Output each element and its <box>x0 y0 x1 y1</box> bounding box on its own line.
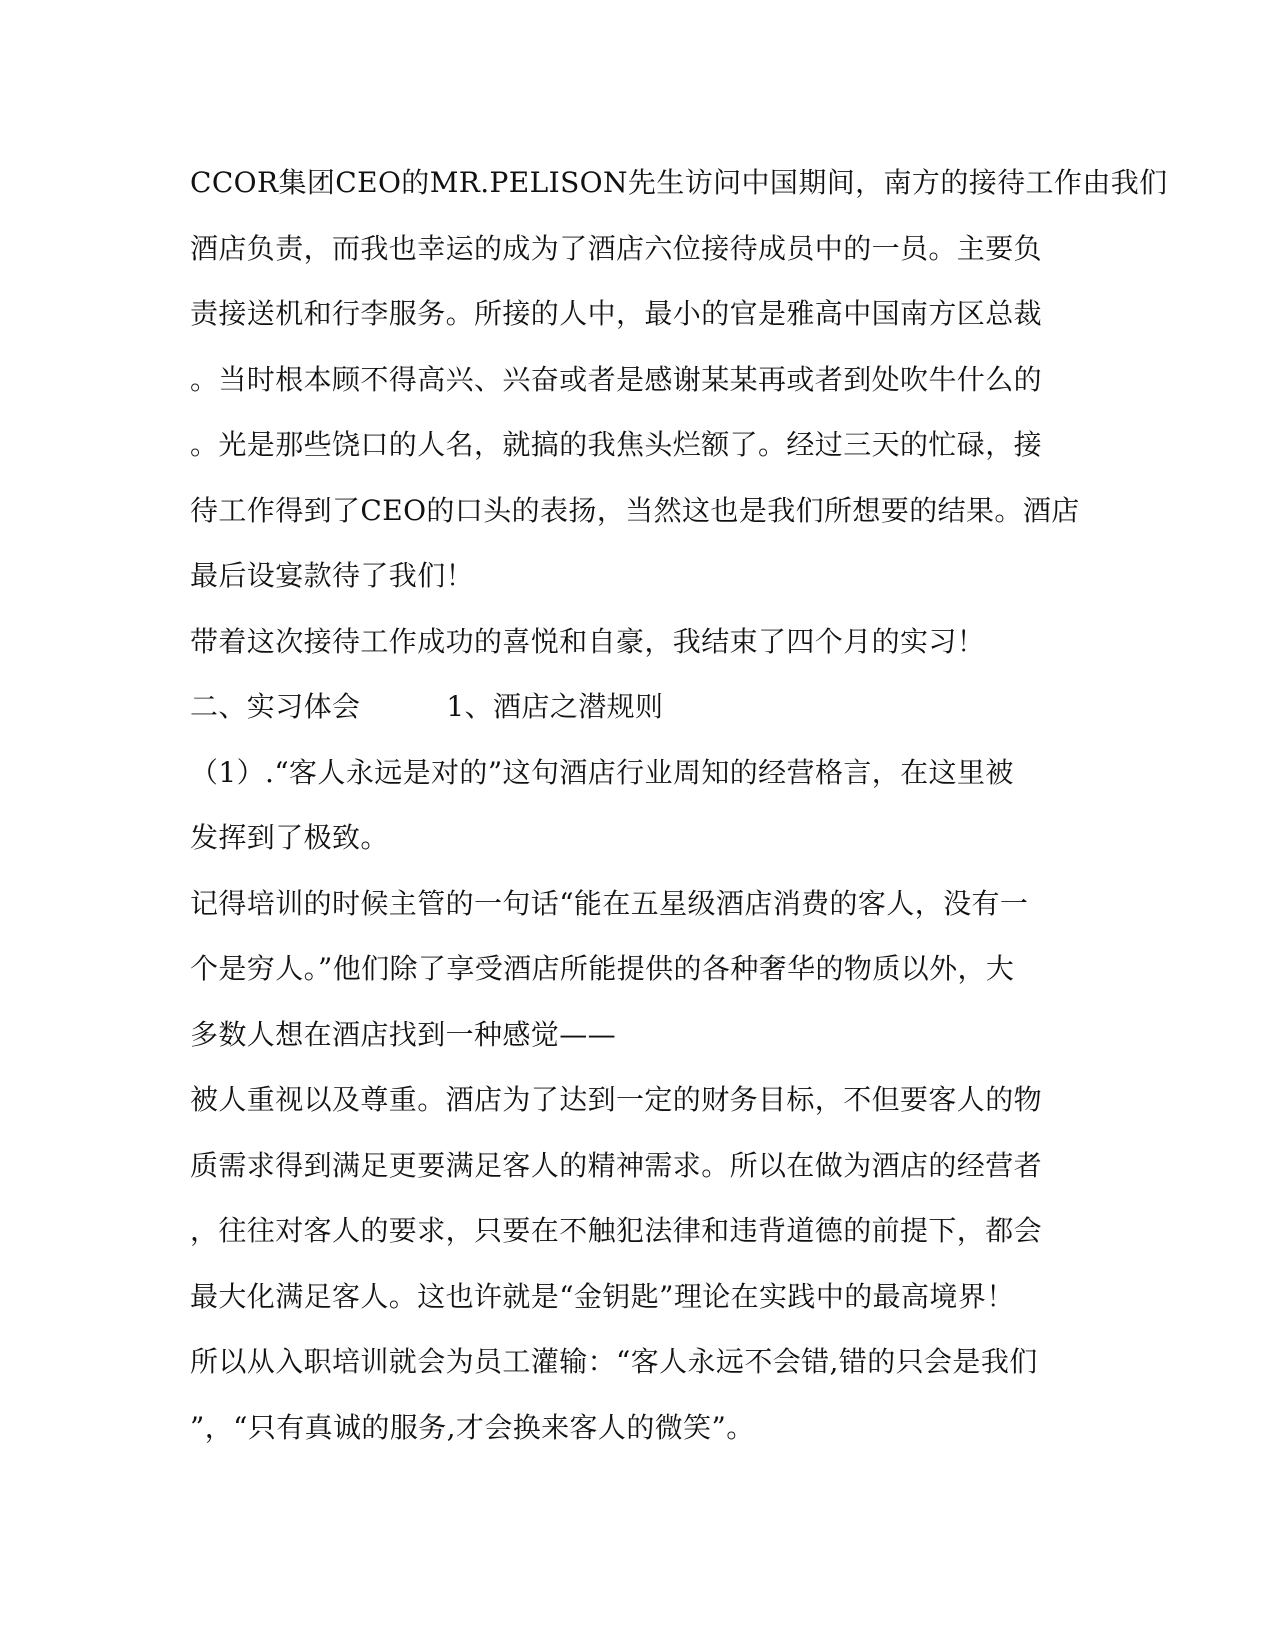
text-line: 记得培训的时候主管的一句话“能在五星级酒店消费的客人，没有一 <box>190 886 1029 920</box>
text-line: ”，“只有真诚的服务,才会换来客人的微笑”。 <box>190 1410 755 1444</box>
text-line: 。光是那些饶口的人名，就搞的我焦头烂额了。经过三天的忙碌，接 <box>190 428 1043 461</box>
text-line: 被人重视以及尊重。酒店为了达到一定的财务目标，不但要客人的物 <box>190 1083 1043 1116</box>
text-line: 责接送机和行李服务。所接的人中，最小的官是雅高中国南方区总裁 <box>190 297 1043 330</box>
text-line: 待工作得到了CEO的口头的表扬，当然这也是我们所想要的结果。酒店 <box>190 493 1080 527</box>
text-line: 最后设宴款待了我们！ <box>190 559 475 592</box>
section-heading-left: 二、实习体会 <box>190 690 361 723</box>
text-line: 最大化满足客人。这也许就是“金钥匙”理论在实践中的最高境界！ <box>190 1279 1015 1313</box>
text-line: 。当时根本顾不得高兴、兴奋或者是感谢某某再或者到处吹牛什么的 <box>190 362 1043 396</box>
text-line: 所以从入职培训就会为员工灌输：“客人永远不会错,错的只会是我们 <box>190 1345 1038 1378</box>
section-heading-right: 1、酒店之潜规则 <box>446 690 664 723</box>
text-line: CCOR集团CEO的MR.PELISON先生访问中国期间，南方的接待工作由我们 <box>190 166 1168 199</box>
body-text <box>190 150 1168 1460</box>
text-line: 质需求得到满足更要满足客人的精神需求。所以在做为酒店的经营者 <box>190 1148 1043 1182</box>
text-line: （1）.“客人永远是对的”这句酒店行业周知的经营格言，在这里被 <box>190 755 1014 789</box>
text-line: 个是穷人。”他们除了享受酒店所能提供的各种奢华的物质以外，大 <box>190 952 1015 985</box>
text-line: ，往往对客人的要求，只要在不触犯法律和违背道德的前提下，都会 <box>190 1214 1043 1247</box>
text-line: 酒店负责，而我也幸运的成为了酒店六位接待成员中的一员。主要负 <box>190 231 1043 265</box>
text-line: 发挥到了极致。 <box>190 821 389 854</box>
section-heading <box>190 674 1090 740</box>
text-line: 带着这次接待工作成功的喜悦和自豪，我结束了四个月的实习！ <box>190 624 986 658</box>
text-line: 多数人想在酒店找到一种感觉—— <box>190 1017 617 1051</box>
